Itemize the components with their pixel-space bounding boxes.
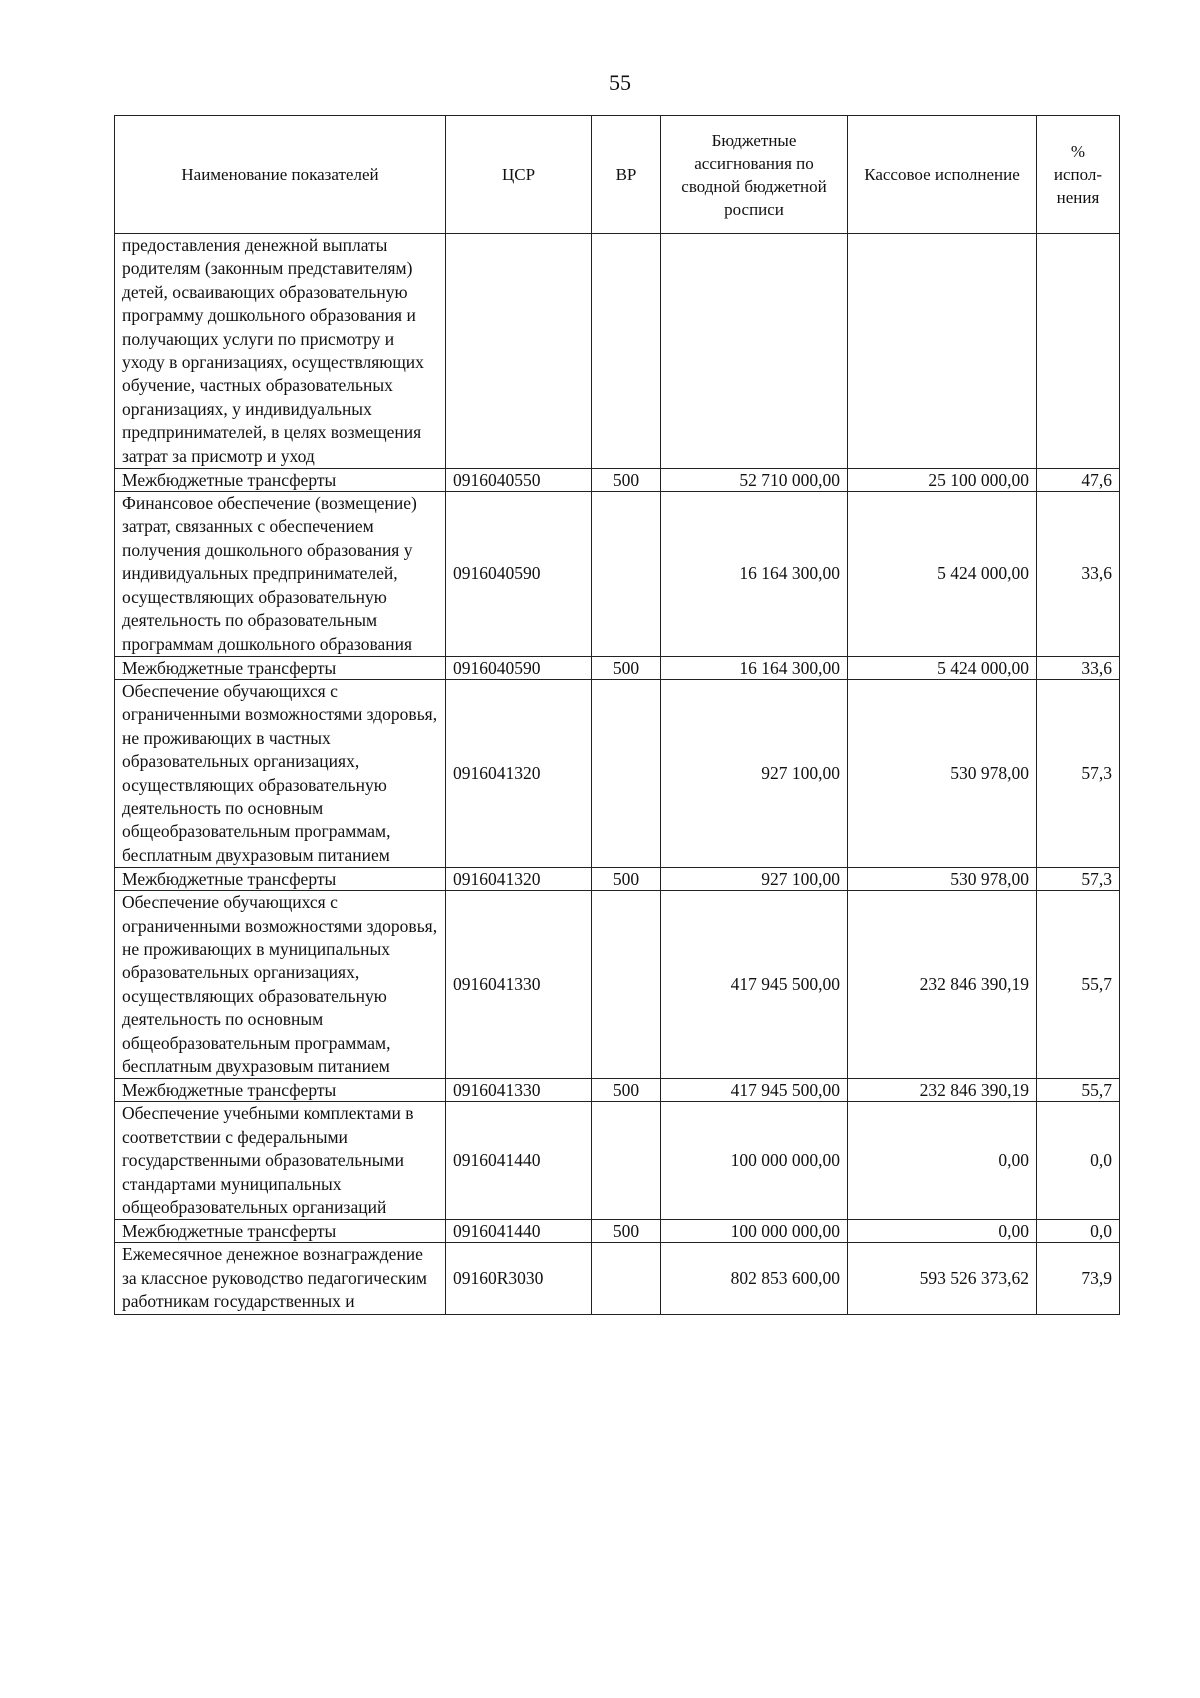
row-vr: 500	[592, 868, 661, 891]
table-header-row	[115, 116, 1120, 234]
row-percent	[1037, 234, 1120, 469]
table-row	[115, 1243, 1120, 1314]
row-csr: 0916041320	[446, 868, 592, 891]
row-vr	[592, 891, 661, 1079]
row-percent: 55,7	[1037, 1079, 1120, 1102]
row-budget: 100 000 000,00	[661, 1102, 848, 1220]
row-cash: 530 978,00	[848, 868, 1037, 891]
row-name: Межбюджетные трансферты	[115, 656, 446, 679]
row-cash: 593 526 373,62	[848, 1243, 1037, 1314]
table-row	[115, 679, 1120, 867]
row-cash	[848, 234, 1037, 469]
row-vr: 500	[592, 1220, 661, 1243]
row-name: Обеспечение обучающихся с ограниченными возможностями здоровья, не проживающих в частных образовательных организациях, осуществляющих образовательную деятельность по основным общеобразовательным программам, бесплатным двухразовым питанием	[115, 679, 446, 867]
header-vr: ВР	[592, 116, 661, 234]
row-vr: 500	[592, 656, 661, 679]
header-percent: % испол-нения	[1037, 116, 1120, 234]
row-cash: 232 846 390,19	[848, 1079, 1037, 1102]
row-budget: 802 853 600,00	[661, 1243, 848, 1314]
row-vr	[592, 234, 661, 469]
row-percent: 55,7	[1037, 891, 1120, 1079]
row-name: Финансовое обеспечение (возмещение) затрат, связанных с обеспечением получения дошкольного образования у индивидуальных предпринимателей, осуществляющих образовательную деятельность по образовательным программам дошкольного образования	[115, 492, 446, 657]
row-percent: 47,6	[1037, 469, 1120, 492]
budget-execution-table	[114, 115, 1120, 1315]
row-name: Обеспечение обучающихся с ограниченными возможностями здоровья, не проживающих в муниципальных образовательных организациях, осуществляющих образовательную деятельность по основным общеобразовательным программам, бесплатным двухразовым питанием	[115, 891, 446, 1079]
row-budget: 417 945 500,00	[661, 891, 848, 1079]
row-name: Обеспечение учебными комплектами в соответствии с федеральными государственными образовательными стандартами муниципальных общеобразовательных организаций	[115, 1102, 446, 1220]
table-row	[115, 469, 1120, 492]
header-cash: Кассовое исполнение	[848, 116, 1037, 234]
row-cash: 25 100 000,00	[848, 469, 1037, 492]
row-percent: 73,9	[1037, 1243, 1120, 1314]
row-vr: 500	[592, 1079, 661, 1102]
row-percent: 57,3	[1037, 868, 1120, 891]
row-name: Ежемесячное денежное вознаграждение за классное руководство педагогическим работникам государственных и	[115, 1243, 446, 1314]
table-row	[115, 868, 1120, 891]
row-cash: 0,00	[848, 1220, 1037, 1243]
row-budget: 16 164 300,00	[661, 656, 848, 679]
row-csr: 0916041330	[446, 1079, 592, 1102]
row-vr	[592, 492, 661, 657]
table-row	[115, 1102, 1120, 1220]
row-csr: 0916041320	[446, 679, 592, 867]
row-percent: 33,6	[1037, 656, 1120, 679]
header-budget: Бюджетные ассигнования по сводной бюджетной росписи	[661, 116, 848, 234]
table-row	[115, 234, 1120, 469]
header-csr: ЦСР	[446, 116, 592, 234]
row-name: Межбюджетные трансферты	[115, 1079, 446, 1102]
table-row	[115, 891, 1120, 1079]
row-csr: 0916041330	[446, 891, 592, 1079]
row-budget: 16 164 300,00	[661, 492, 848, 657]
header-name: Наименование показателей	[115, 116, 446, 234]
row-csr: 09160R3030	[446, 1243, 592, 1314]
table-row	[115, 1079, 1120, 1102]
row-csr: 0916041440	[446, 1220, 592, 1243]
row-name: Межбюджетные трансферты	[115, 1220, 446, 1243]
row-cash: 5 424 000,00	[848, 492, 1037, 657]
row-vr: 500	[592, 469, 661, 492]
row-name: Межбюджетные трансферты	[115, 868, 446, 891]
table-row	[115, 1220, 1120, 1243]
row-cash: 530 978,00	[848, 679, 1037, 867]
row-name: Межбюджетные трансферты	[115, 469, 446, 492]
row-percent: 57,3	[1037, 679, 1120, 867]
table-row	[115, 492, 1120, 657]
row-budget	[661, 234, 848, 469]
row-percent: 0,0	[1037, 1220, 1120, 1243]
row-vr	[592, 1243, 661, 1314]
page-number: 55	[609, 70, 631, 95]
row-cash: 0,00	[848, 1102, 1037, 1220]
row-csr: 0916040590	[446, 492, 592, 657]
row-csr: 0916040550	[446, 469, 592, 492]
row-budget: 52 710 000,00	[661, 469, 848, 492]
row-percent: 33,6	[1037, 492, 1120, 657]
row-cash: 5 424 000,00	[848, 656, 1037, 679]
row-csr: 0916041440	[446, 1102, 592, 1220]
row-vr	[592, 1102, 661, 1220]
row-cash: 232 846 390,19	[848, 891, 1037, 1079]
row-name: предоставления денежной выплаты родителям (законным представителям) детей, осваивающих образовательную программу дошкольного образования и получающих услуги по присмотру и уходу в организациях, осуществляющих обучение, частных образовательных организациях, у индивидуальных предпринимателей, в целях возмещения затрат за присмотр и уход	[115, 234, 446, 469]
row-vr	[592, 679, 661, 867]
row-percent: 0,0	[1037, 1102, 1120, 1220]
row-budget: 927 100,00	[661, 679, 848, 867]
row-csr	[446, 234, 592, 469]
row-budget: 100 000 000,00	[661, 1220, 848, 1243]
row-budget: 417 945 500,00	[661, 1079, 848, 1102]
table-row	[115, 656, 1120, 679]
row-budget: 927 100,00	[661, 868, 848, 891]
row-csr: 0916040590	[446, 656, 592, 679]
